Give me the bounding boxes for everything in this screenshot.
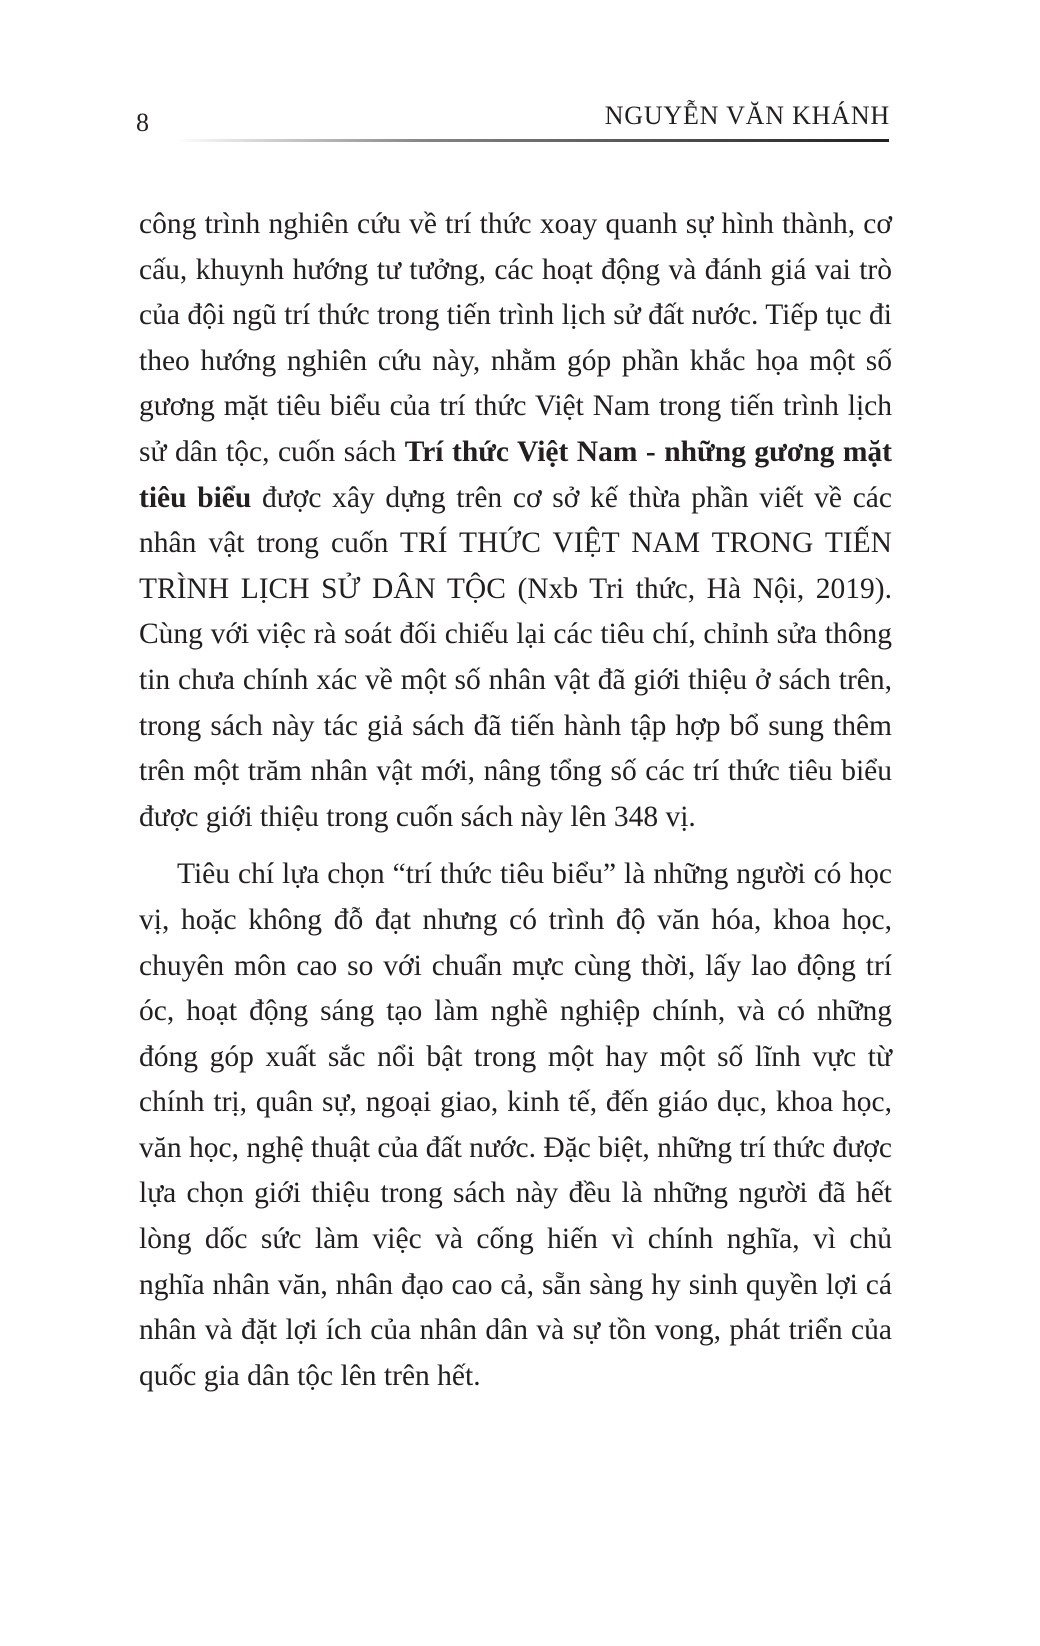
body-text bbox=[139, 202, 892, 1399]
page-number: 8 bbox=[136, 108, 150, 137]
paragraph-2: Tiêu chí lựa chọn “trí thức tiêu biểu” là những người có học vị, hoặc không đỗ đạt nhưng có trình độ văn hóa, khoa học, chuyên môn cao so với chuẩn mực cùng thời, lấy lao động trí óc, hoạt động sáng tạo làm nghề nghiệp chính, và có những đóng góp xuất sắc nổi bật trong một hay một số lĩnh vực từ chính trị, quân sự, ngoại giao, kinh tế, đến giáo dục, khoa học, văn học, nghệ thuật của đất nước. Đặc biệt, những trí thức được lựa chọn giới thiệu trong sách này đều là những người đã hết lòng dốc sức làm việc và cống hiến vì chính nghĩa, vì chủ nghĩa nhân văn, nhân đạo cao cả, sẵn sàng hy sinh quyền lợi cá nhân và đặt lợi ích của nhân dân và sự tồn vong, phát triển của quốc gia dân tộc lên trên hết. bbox=[139, 858, 892, 1392]
book-title-bold: Trí thức Việt Nam - những gương mặt tiêu biểu bbox=[139, 435, 892, 514]
header-rule bbox=[175, 139, 889, 142]
paragraph-1-text-end: được xây dựng trên cơ sở kế thừa phần viết về các nhân vật trong cuốn TRÍ THỨC VIỆT NAM TRONG TIẾN TRÌNH LỊCH SỬ DÂN TỘC (Nxb Tri thức, Hà Nội, 2019). Cùng với việc rà soát đối chiếu lại các tiêu chí, chỉnh sửa thông tin chưa chính xác về một số nhân vật đã giới thiệu ở sách trên, trong sách này tác giả sách đã tiến hành tập hợp bổ sung thêm trên một trăm nhân vật mới, nâng tổng số các trí thức tiêu biểu được giới thiệu trong cuốn sách này lên 348 vị. bbox=[139, 481, 892, 833]
paragraph-1 bbox=[139, 202, 892, 840]
paragraph-1-text-start: công trình nghiên cứu về trí thức xoay quanh sự hình thành, cơ cấu, khuynh hướng tư tưởng, các hoạt động và đánh giá vai trò của đội ngũ trí thức trong tiến trình lịch sử đất nước. Tiếp tục đi theo hướng nghiên cứu này, nhằm góp phần khắc họa một số gương mặt tiêu biểu của trí thức Việt Nam trong tiến trình lịch sử dân tộc, cuốn sách bbox=[139, 208, 892, 468]
running-head: NGUYỄN VĂN KHÁNH bbox=[604, 101, 890, 130]
